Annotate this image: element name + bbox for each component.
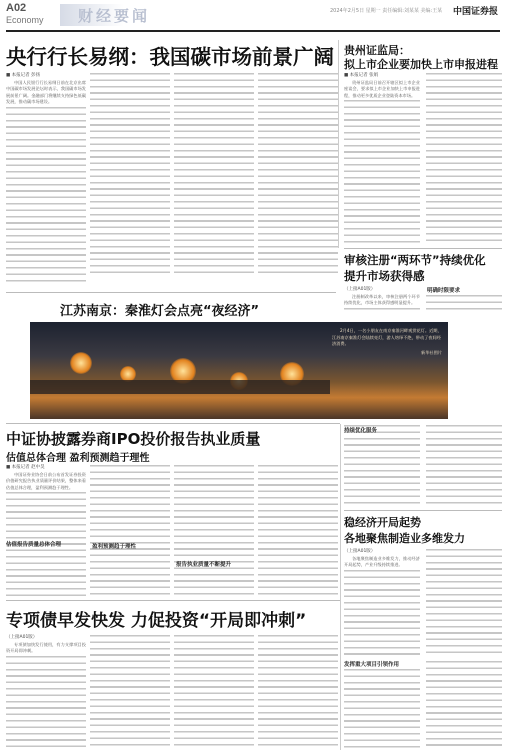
ipo-subhead-c: 报告执业质量不断提升 — [176, 562, 232, 568]
lantern — [70, 352, 92, 374]
steady-headline: 稳经济开局起势 — [344, 516, 421, 529]
divider — [340, 424, 341, 750]
caption-text: 2月4日，一名小朋友在南京秦淮河畔观赏花灯。近期，江苏南京秦淮灯会陆续亮灯，游人络绎不绝，带动了夜间经济消费。 — [332, 328, 442, 347]
photo-caption — [332, 328, 442, 356]
bridge-silhouette — [30, 380, 330, 394]
ipo-column-4 — [258, 464, 338, 596]
ipo-subhead-b: 盈利预测趋于理性 — [92, 544, 137, 550]
ipo-subhead-a: 估值报告质量总体合理 — [6, 542, 62, 548]
steady-subheadline: 各地聚焦制造业多维发力 — [344, 532, 465, 545]
divider — [338, 40, 339, 248]
special-bond-column-1: 专项债加快发行使用，有力支撑项目投资开局即冲刺。 — [6, 642, 86, 748]
special-bond-column-2 — [90, 634, 170, 748]
special-bond-column-3 — [174, 634, 254, 748]
guizhou-byline: ■ 本报记者 张娟 — [344, 73, 379, 78]
steady-column-1-lower — [344, 668, 420, 748]
section-label: Economy — [6, 15, 44, 25]
photo-title: 江苏南京：秦淮灯会点亮“夜经济” — [60, 304, 260, 319]
special-bond-column-4 — [258, 634, 338, 748]
guizhou-column-1: 贵州证监局日前召开辖区拟上市企业座谈会，要求拟上市企业加快上市申报进程，推动更多优质企业登陆资本市场。 — [344, 80, 420, 244]
ipo-byline: ■ 本报记者 赵中昊 — [6, 465, 45, 470]
liangtiao-column-1 — [344, 424, 420, 506]
steady-byline: （上接A01版） — [344, 549, 376, 554]
liangtiao-subhead-a: 明确时限要求 — [427, 288, 461, 294]
header-rule — [6, 30, 500, 32]
photo-lantern-festival — [30, 322, 448, 419]
section-banner: 财经要闻 — [78, 7, 151, 25]
special-bond-headline: 专项债早发快发 力促投资“开局即冲刺” — [6, 611, 307, 631]
liangtiao-column-2 — [426, 424, 502, 506]
issue-info: 2024年2月5日 星期一 责任编辑:刘某某 美编:王某 — [330, 8, 443, 14]
ipo-column-1: 中国证券业协会日前公布首发证券投资价值研究报告执业质量评价结果，整体来看估值总体合理，盈利预测趋于理性。 — [6, 472, 86, 596]
divider — [6, 600, 340, 601]
liangtiao-column-1-top: 注册制改革以来，审核注册两个环节持续优化，市场主体获得感明显提升。 — [344, 294, 420, 314]
pboc-column-4 — [258, 72, 338, 286]
pboc-byline: ■ 本报记者 彭扬 — [6, 73, 41, 78]
guizhou-headline: 贵州证监局： — [344, 44, 410, 57]
divider — [344, 248, 502, 249]
liangtiao-headline: 审核注册“两环节”持续优化 — [344, 253, 486, 267]
liangtiao-byline: （上接A01版） — [344, 287, 376, 292]
divider — [6, 292, 336, 293]
ipo-column-3 — [174, 464, 254, 596]
pboc-column-3 — [174, 72, 254, 286]
liangtiao-subheadline: 提升市场获得感 — [344, 269, 425, 283]
page-header — [0, 0, 506, 34]
ipo-subheadline: 估值总体合理 盈利预测趋于理性 — [6, 453, 150, 464]
ipo-headline: 中证协披露券商IPO投价报告执业质量 — [6, 430, 261, 448]
steady-column-2 — [426, 548, 502, 656]
ipo-column-2 — [90, 464, 170, 596]
steady-column-2-lower — [426, 660, 502, 748]
page-number: A02 — [6, 2, 27, 14]
divider — [6, 423, 340, 424]
photo-credit: 新华社图片 — [421, 349, 442, 355]
pboc-headline: 央行行长易纲：我国碳市场前景广阔 — [6, 45, 334, 69]
guizhou-column-2 — [426, 72, 502, 244]
liangtiao-column-2-top — [426, 294, 502, 314]
special-bond-byline: （上接A01版） — [6, 635, 38, 640]
guizhou-subheadline: 拟上市企业要加快上市申报进程 — [344, 58, 498, 71]
liangtiao-subhead-b: 持续优化服务 — [344, 428, 378, 434]
divider — [344, 510, 502, 511]
pboc-column-1: 中国人民银行行长易纲日前在北京出席中国碳市场发展论坛时表示，我国碳市场发展前景广阔。金融部门将继续支持绿色低碳发展，推动碳市场建设。 — [6, 80, 86, 286]
newspaper-logo: 中国证券报 — [453, 7, 499, 17]
steady-column-1: 各地聚焦制造业多维发力，推动经济开局起势，产业升级持续推进。 — [344, 556, 420, 656]
steady-subhead-c: 发挥重大项目引领作用 — [344, 662, 400, 668]
pboc-column-2 — [90, 72, 170, 286]
